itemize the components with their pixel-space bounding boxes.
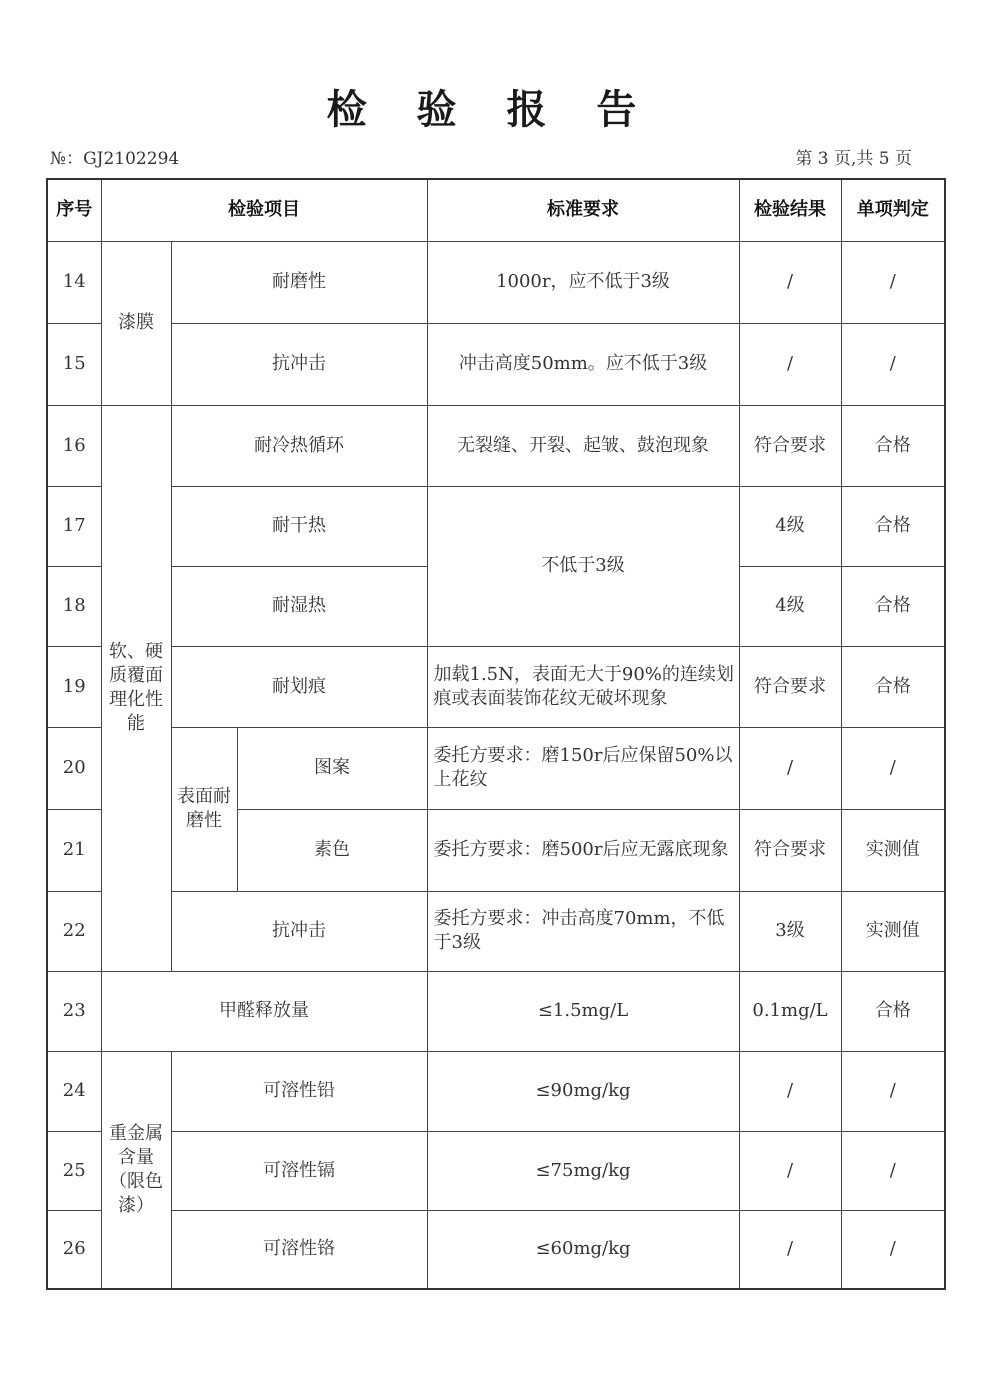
table-row bbox=[47, 323, 945, 405]
table-row bbox=[47, 405, 945, 486]
group-film: 漆膜 bbox=[101, 241, 171, 405]
row-seq: 21 bbox=[47, 809, 101, 891]
row-standard: 委托方要求：磨150r后应保留50%以上花纹 bbox=[427, 727, 739, 809]
row-seq: 18 bbox=[47, 566, 101, 646]
row-judgement: 合格 bbox=[841, 405, 945, 486]
row-result: 符合要求 bbox=[739, 405, 841, 486]
header-judgement: 单项判定 bbox=[841, 179, 945, 241]
row-item: 抗冲击 bbox=[171, 891, 427, 971]
table-row bbox=[47, 241, 945, 323]
header-seq: 序号 bbox=[47, 179, 101, 241]
row-seq: 25 bbox=[47, 1131, 101, 1210]
row-item: 图案 bbox=[237, 727, 427, 809]
report-title: 检 验 报 告 bbox=[326, 87, 655, 133]
row-item: 可溶性镉 bbox=[171, 1131, 427, 1210]
row-seq: 22 bbox=[47, 891, 101, 971]
group-surface-wear: 表面耐磨性 bbox=[171, 727, 237, 891]
row-item: 耐干热 bbox=[171, 486, 427, 566]
row-result: 3级 bbox=[739, 891, 841, 971]
row-standard: ≤75mg/kg bbox=[427, 1131, 739, 1210]
row-item: 素色 bbox=[237, 809, 427, 891]
row-seq: 23 bbox=[47, 971, 101, 1051]
row-standard: 冲击高度50mm。应不低于3级 bbox=[427, 323, 739, 405]
row-result: 0.1mg/L bbox=[739, 971, 841, 1051]
row-seq: 17 bbox=[47, 486, 101, 566]
group-physchem: 软、硬质覆面理化性能 bbox=[101, 405, 171, 971]
row-item: 耐磨性 bbox=[171, 241, 427, 323]
row-judgement: 实测值 bbox=[841, 809, 945, 891]
row-judgement: 合格 bbox=[841, 566, 945, 646]
row-result: 4级 bbox=[739, 566, 841, 646]
row-result: 符合要求 bbox=[739, 646, 841, 727]
row-item: 可溶性铅 bbox=[171, 1051, 427, 1131]
row-judgement: 合格 bbox=[841, 646, 945, 727]
row-item: 甲醛释放量 bbox=[101, 971, 427, 1051]
row-item: 耐划痕 bbox=[171, 646, 427, 727]
row-seq: 19 bbox=[47, 646, 101, 727]
report-number-label: №： bbox=[50, 149, 84, 169]
row-item: 可溶性铬 bbox=[171, 1210, 427, 1289]
header-standard: 标准要求 bbox=[427, 179, 739, 241]
header-item: 检验项目 bbox=[101, 179, 427, 241]
row-item: 抗冲击 bbox=[171, 323, 427, 405]
row-seq: 16 bbox=[47, 405, 101, 486]
table-header-row bbox=[47, 179, 945, 241]
row-result: / bbox=[739, 1051, 841, 1131]
table-row bbox=[47, 486, 945, 566]
table-row bbox=[47, 1210, 945, 1289]
table-row bbox=[47, 727, 945, 809]
row-seq: 14 bbox=[47, 241, 101, 323]
row-judgement: 合格 bbox=[841, 486, 945, 566]
table-row bbox=[47, 891, 945, 971]
row-seq: 15 bbox=[47, 323, 101, 405]
row-result: / bbox=[739, 727, 841, 809]
inspection-table bbox=[46, 178, 946, 1290]
row-judgement: / bbox=[841, 1131, 945, 1210]
table-row bbox=[47, 1131, 945, 1210]
page-info: 第 3 页,共 5 页 bbox=[795, 149, 912, 169]
group-heavy-metal: 重金属含量（限色漆） bbox=[101, 1051, 171, 1289]
row-judgement: / bbox=[841, 727, 945, 809]
row-standard: ≤90mg/kg bbox=[427, 1051, 739, 1131]
row-judgement: / bbox=[841, 1210, 945, 1289]
row-judgement: / bbox=[841, 323, 945, 405]
row-result: / bbox=[739, 241, 841, 323]
row-result: / bbox=[739, 323, 841, 405]
row-standard: 委托方要求：冲击高度70mm，不低于3级 bbox=[427, 891, 739, 971]
row-seq: 26 bbox=[47, 1210, 101, 1289]
row-judgement: / bbox=[841, 241, 945, 323]
row-judgement: 实测值 bbox=[841, 891, 945, 971]
row-standard: ≤60mg/kg bbox=[427, 1210, 739, 1289]
row-item: 耐冷热循环 bbox=[171, 405, 427, 486]
row-seq: 20 bbox=[47, 727, 101, 809]
row-result: / bbox=[739, 1131, 841, 1210]
table-row bbox=[47, 646, 945, 727]
row-standard: 无裂缝、开裂、起皱、鼓泡现象 bbox=[427, 405, 739, 486]
header-result: 检验结果 bbox=[739, 179, 841, 241]
row-result: 4级 bbox=[739, 486, 841, 566]
row-standard: 不低于3级 bbox=[427, 486, 739, 646]
row-standard: ≤1.5mg/L bbox=[427, 971, 739, 1051]
row-standard: 加载1.5N，表面无大于90%的连续划痕或表面装饰花纹无破坏现象 bbox=[427, 646, 739, 727]
report-number-value: GJ2102294 bbox=[83, 149, 180, 169]
row-result: / bbox=[739, 1210, 841, 1289]
row-result: 符合要求 bbox=[739, 809, 841, 891]
table-row bbox=[47, 1051, 945, 1131]
table-row bbox=[47, 971, 945, 1051]
row-item: 耐湿热 bbox=[171, 566, 427, 646]
row-standard: 委托方要求：磨500r后应无露底现象 bbox=[427, 809, 739, 891]
row-judgement: 合格 bbox=[841, 971, 945, 1051]
report-number bbox=[50, 144, 179, 169]
row-judgement: / bbox=[841, 1051, 945, 1131]
row-seq: 24 bbox=[47, 1051, 101, 1131]
row-standard: 1000r，应不低于3级 bbox=[427, 241, 739, 323]
